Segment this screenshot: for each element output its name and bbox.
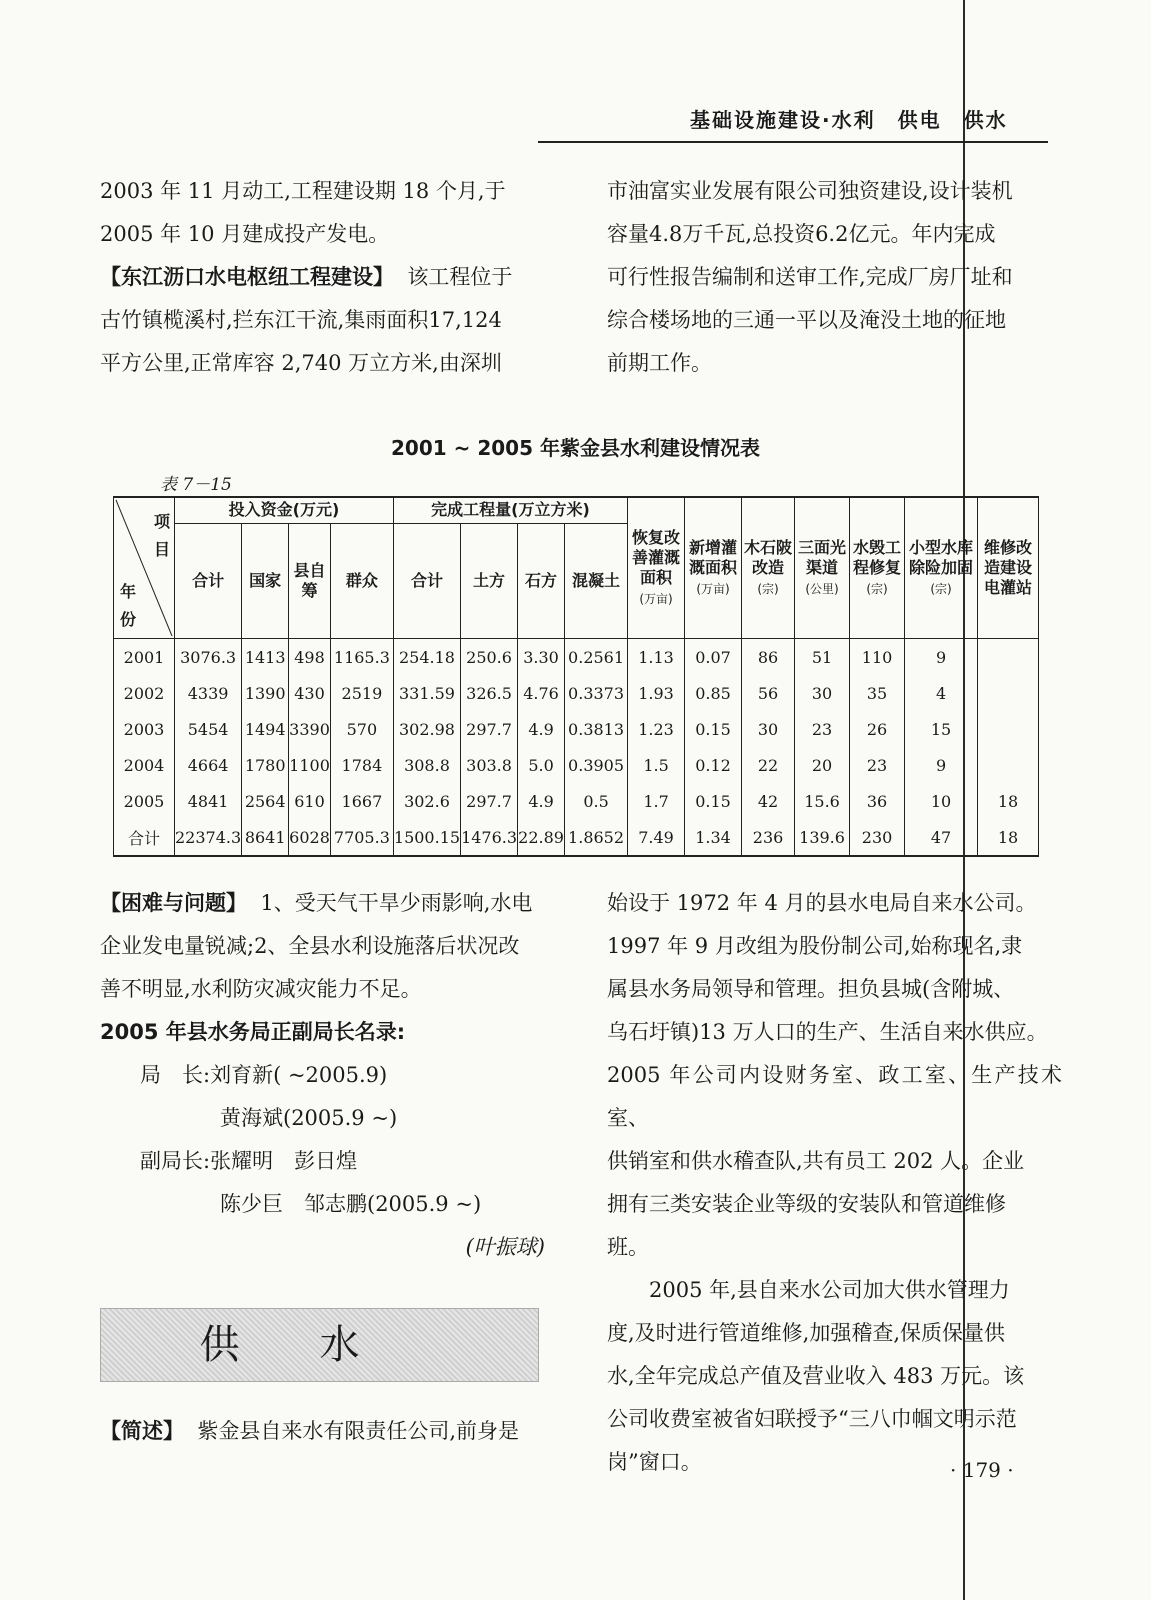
bottom-left-text [100,882,555,1269]
text-line: 公司收费室被省妇联授予“三八巾帼文明示范 [607,1407,1017,1431]
table-cell: 1494 [242,711,289,747]
header-unit: (宗) [866,581,888,596]
table-cell: 0.3373 [565,675,628,711]
subheader-cell: 土方 [461,523,518,638]
header-cell [685,497,742,639]
table-cell: 0.15 [685,711,742,747]
table-cell: 0.5 [565,783,628,819]
author: (叶振球) [465,1235,545,1259]
table-cell: 7.49 [628,819,685,856]
table-cell: 1476.3 [461,819,518,856]
leader-line: 局 长:刘育新( ~2005.9) [140,1063,388,1087]
subheader-cell: 混凝土 [565,523,628,638]
corner-item-label: 项目 [154,512,171,559]
table-cell: 4841 [175,783,242,819]
table-cell [978,675,1039,711]
table-row [114,675,1039,711]
page-number: · 179 · [950,1458,1014,1482]
header-cell [905,497,978,639]
table-cell [978,747,1039,783]
year-cell: 2001 [114,639,175,676]
problems-paragraph [100,882,555,925]
header-unit: (万亩) [639,591,673,606]
table-body [114,639,1039,857]
table-cell: 308.8 [393,747,460,783]
table-cell: 0.15 [685,783,742,819]
bottom-right-text [607,882,1062,1484]
header-cell [795,497,850,639]
table-cell: 86 [742,639,795,676]
year-cell: 2003 [114,711,175,747]
subheader-cell: 国家 [242,523,289,638]
table-cell: 18 [978,819,1039,856]
table-cell: 430 [289,675,331,711]
table-cell: 15 [905,711,978,747]
subheader-cell: 石方 [518,523,565,638]
table-cell: 10 [905,783,978,819]
text-line: 2003 年 11 月动工,工程建设期 18 个月,于 [100,179,506,203]
table-cell: 30 [795,675,850,711]
subheader-cell: 县自筹 [289,523,331,638]
header-unit: (万亩) [696,581,730,596]
table-cell: 303.8 [461,747,518,783]
table-number: 表 7－15 [160,475,232,495]
problems-heading: 【困难与问题】 [100,891,247,915]
year-cell: 合计 [114,819,175,856]
header-name: 小型水库除险加固 [909,537,974,577]
invest-group-header: 投入资金(万元) [175,497,394,523]
header-name: 木石陂改造 [744,537,793,577]
table-cell: 3390 [289,711,331,747]
table-cell: 47 [905,819,978,856]
header-name: 水毁工程修复 [853,537,902,577]
top-right-text [607,170,1062,385]
work-group-header: 完成工程量(万立方米) [393,497,627,523]
table-cell: 3076.3 [175,639,242,676]
leader-line: 黄海斌(2005.9 ~) [220,1106,398,1130]
header-unit: (宗) [757,581,779,596]
subheader-cell: 合计 [175,523,242,638]
table-cell: 1780 [242,747,289,783]
text-line: 市油富实业发展有限公司独资建设,设计装机 [607,179,1013,203]
text-line: 古竹镇榄溪村,拦东江干流,集雨面积17,124 [100,308,502,332]
text-line: 供销室和供水稽查队,共有员工 202 人。企业 [607,1149,1025,1173]
text-line: 综合楼场地的三通一平以及淹没土地的征地 [607,308,1006,332]
text-line: 班。 [607,1235,649,1259]
table-cell: 254.18 [393,639,460,676]
header-name: 三面光渠道 [798,537,847,577]
table-cell: 297.7 [461,711,518,747]
subheader-cell: 群众 [330,523,393,638]
table-cell: 570 [330,711,393,747]
table-cell: 5.0 [518,747,565,783]
table-cell: 9 [905,747,978,783]
table-cell: 1.34 [685,819,742,856]
header-unit: (公里) [805,581,839,596]
running-header: 基础设施建设·水利 供电 供水 [690,108,1008,132]
subheader-cell: 合计 [393,523,460,638]
text-line: 拥有三类安装企业等级的安装队和管道维修 [607,1192,1006,1216]
text-line: 乌石圩镇)13 万人口的生产、生活自来水供应。 [607,1020,1048,1044]
text-line: 善不明显,水利防灾减灾能力不足。 [100,977,422,1001]
text-line: 度,及时进行管道维修,加强稽查,保质保量供 [607,1321,1006,1345]
table-cell: 35 [850,675,905,711]
table-cell: 302.6 [393,783,460,819]
table-cell: 56 [742,675,795,711]
table-cell: 6028 [289,819,331,856]
table-cell: 1413 [242,639,289,676]
table-cell: 51 [795,639,850,676]
table-row [114,639,1039,676]
section-banner: 供水 [100,1308,539,1382]
table-cell [978,711,1039,747]
table-cell: 26 [850,711,905,747]
table-cell: 498 [289,639,331,676]
table-cell: 0.3905 [565,747,628,783]
top-left-text [100,170,555,385]
table-cell: 1.5 [628,747,685,783]
table-cell: 1390 [242,675,289,711]
table-cell: 1.23 [628,711,685,747]
table-cell: 8641 [242,819,289,856]
table-cell: 1.93 [628,675,685,711]
text-span: 紫金县自来水有限责任公司,前身是 [197,1419,520,1443]
jianshu-paragraph [100,1410,555,1453]
leader-line: 副局长:张耀明 彭日煌 [140,1149,358,1173]
table-cell: 15.6 [795,783,850,819]
text-line: 始设于 1972 年 4 月的县水电局自来水公司。 [607,891,1037,915]
table-row [114,819,1039,856]
table-cell: 4339 [175,675,242,711]
table-cell: 0.2561 [565,639,628,676]
table-cell: 4.9 [518,711,565,747]
table-cell: 1667 [330,783,393,819]
table-cell: 610 [289,783,331,819]
jianshu-line [100,1410,555,1453]
text-span: 该工程位于 [407,265,513,289]
table-cell: 22374.3 [175,819,242,856]
table-cell: 42 [742,783,795,819]
table-cell: 0.3813 [565,711,628,747]
table-cell: 1100 [289,747,331,783]
table-cell: 18 [978,783,1039,819]
table-cell: 2564 [242,783,289,819]
header-cell [850,497,905,639]
table-cell: 3.30 [518,639,565,676]
table-cell: 1.8652 [565,819,628,856]
year-cell: 2002 [114,675,175,711]
table-row [114,711,1039,747]
text-line: 2005 年,县自来水公司加大供水管理力 [607,1278,1010,1302]
table-cell: 23 [795,711,850,747]
table-cell [978,639,1039,676]
table-cell: 5454 [175,711,242,747]
table-cell: 4.9 [518,783,565,819]
corner-header-cell [114,497,175,639]
text-line: 岗”窗口。 [607,1450,702,1474]
text-line: 前期工作。 [607,351,712,375]
table-cell: 36 [850,783,905,819]
water-construction-table [113,496,1039,857]
table-cell: 0.12 [685,747,742,783]
table-cell: 4.76 [518,675,565,711]
table-cell: 236 [742,819,795,856]
corner-year-label: 年份 [120,582,137,629]
table-cell: 230 [850,819,905,856]
header-rule [538,141,1048,143]
table-cell: 331.59 [393,675,460,711]
table-cell: 1500.15 [393,819,460,856]
text-line: 企业发电量锐减;2、全县水利设施落后状况改 [100,934,520,958]
table-cell: 7705.3 [330,819,393,856]
table-cell: 30 [742,711,795,747]
text-line: 2005 年 10 月建成投产发电。 [100,222,390,246]
text-line: 属县水务局领导和管理。担负县城(含附城、 [607,977,1015,1001]
table-title: 2001 ~ 2005 年紫金县水利建设情况表 [391,436,760,460]
text-line: 1997 年 9 月改组为股份制公司,始称现名,隶 [607,934,1023,958]
table-cell: 9 [905,639,978,676]
year-cell: 2005 [114,783,175,819]
table-cell: 326.5 [461,675,518,711]
table-cell: 1165.3 [330,639,393,676]
leaders-heading: 2005 年县水务局正副局长名录: [100,1020,406,1044]
text-line: 水,全年完成总产值及营业收入 483 万元。该 [607,1364,1025,1388]
table-cell: 22.89 [518,819,565,856]
leader-line: 陈少巨 邹志鹏(2005.9 ~) [220,1192,482,1216]
table-cell: 0.85 [685,675,742,711]
table-cell: 302.98 [393,711,460,747]
table-cell: 4 [905,675,978,711]
header-cell [978,497,1039,639]
table-cell: 2519 [330,675,393,711]
table-cell: 1784 [330,747,393,783]
dongjiang-heading: 【东江沥口水电枢纽工程建设】 [100,265,394,289]
text-line: 可行性报告编制和送审工作,完成厂房厂址和 [607,265,1013,289]
header-name: 维修改造建设电灌站 [984,538,1033,597]
header-name: 恢复改善灌溉面积 [632,527,681,587]
jianshu-heading: 【简述】 [100,1419,184,1443]
dongjiang-paragraph [100,256,555,299]
table-row [114,783,1039,819]
table-row [114,747,1039,783]
text-line: 容量4.8万千瓦,总投资6.2亿元。年内完成 [607,222,996,246]
table-cell: 1.13 [628,639,685,676]
header-cell [628,497,685,639]
table-cell: 0.07 [685,639,742,676]
header-cell [742,497,795,639]
table-cell: 4664 [175,747,242,783]
header-unit: (宗) [930,581,952,596]
table-cell: 23 [850,747,905,783]
table-cell: 297.7 [461,783,518,819]
header-name: 新增灌溉面积 [689,537,738,577]
table-cell: 110 [850,639,905,676]
table-cell: 250.6 [461,639,518,676]
text-span: 1、受天气干旱少雨影响,水电 [260,891,533,915]
table-cell: 20 [795,747,850,783]
table-cell: 1.7 [628,783,685,819]
year-cell: 2004 [114,747,175,783]
table-cell: 22 [742,747,795,783]
text-line: 平方公里,正常库容 2,740 万立方米,由深圳 [100,351,502,375]
table-cell: 139.6 [795,819,850,856]
text-line: 2005 年公司内设财务室、政工室、生产技术室、 [607,1063,1062,1130]
